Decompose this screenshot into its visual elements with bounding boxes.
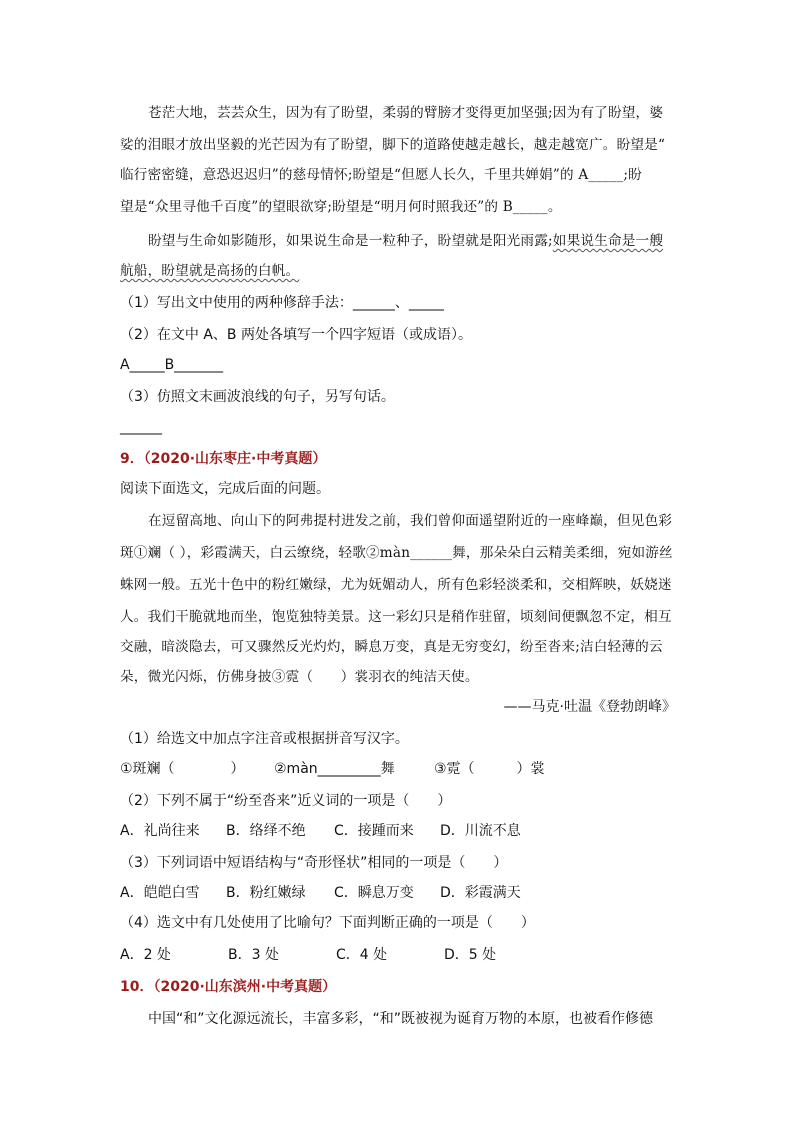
q9-passage-line-4: 人。我们干脆就地而坐，饱览独特美景。这一彩幻只是稍作驻留，顷刻间便飘忽不定，相互 (120, 609, 672, 625)
q9-source: ——马克·吐温《登勃朗峰》 (503, 699, 676, 715)
q9-passage-line-3: 蛛网一般。五光十色中的粉红嫩绿，尤为妩媚动人，所有色彩轻淡柔和，交相辉映，妖娆迷 (120, 577, 672, 593)
q1-answer-line: ______ (120, 419, 162, 435)
q9-q3-option-c: C．瞬息万变 (334, 885, 414, 901)
q9-passage-line-5: 交融，暗淡隐去，可又骤然反光灼灼，瞬息万变，真是无穷变幻，纷至沓来;洁白轻薄的云 (120, 639, 663, 655)
q9-q1-item-2: ②màn_________舞 (274, 761, 395, 777)
passage1-line-1: 苍茫大地，芸芸众生，因为有了盼望，柔弱的臂膀才变得更加坚强;因为有了盼望，婆 (148, 105, 664, 121)
q9-passage-line-6: 朵，微光闪烁，仿佛身披③霓（ ）裳羽衣的纯洁天使。 (120, 669, 479, 685)
q9-q3: （3）下列词语中短语结构与“奇形怪状”相同的一项是（ ） (120, 855, 508, 871)
para2-wavy-text-2: 航船，盼望就是高扬的白帆。 (120, 263, 300, 279)
q1-2: （2）在文中 A、B 两处各填写一个四字短语（或成语）。 (120, 327, 472, 343)
q9-passage-line-2: 斑①斓（ ），彩霞满天，白云缭绕，轻歌②màn______舞，那朵朵白云精美柔细，宛如游丝 (120, 545, 673, 561)
q9-q2-option-d: D．川流不息 (440, 823, 521, 839)
q1-1: （1）写出文中使用的两种修辞手法：______、_____ (120, 295, 444, 311)
q9-q1-item-1: ①斑斓（ ） (120, 761, 245, 777)
passage1-line-2: 娑的泪眼才放出坚毅的光芒因为有了盼望，脚下的道路使越走越长，越走越宽广。盼望是“ (120, 137, 666, 153)
q9-q4: （4）选文中有几处使用了比喻句？下面判断正确的一项是（ ） (120, 915, 535, 931)
q9-q2: （2）下列不属于“纷至沓来”近义词的一项是（ ） (120, 793, 452, 809)
q9-q2-option-b: B．络绎不绝 (226, 823, 306, 839)
q9-q1-item-3: ③霓（ ）裳 (434, 761, 545, 777)
q9-q3-option-d: D．彩霞满天 (440, 885, 521, 901)
passage1-line-4: 望是“众里寻他千百度”的望眼欲穿;盼望是“明月何时照我还”的 B_____。 (120, 199, 562, 215)
para2-plain-text: 盼望与生命如影随形，如果说生命是一粒种子，盼望就是阳光雨露; (148, 233, 553, 249)
q9-q1: （1）给选文中加点字注音或根据拼音写汉字。 (120, 731, 409, 747)
q9-q4-option-d: D．5 处 (444, 947, 497, 963)
passage1-line-3: 临行密密缝，意恐迟迟归”的慈母情怀;盼望是“但愿人长久，千里共婵娟”的 A_____;盼 (120, 167, 642, 183)
q10-line-1: 中国“和”文化源远流长，丰富多彩，“和”既被视为诞育万物的本原，也被看作修德 (148, 1011, 654, 1027)
q9-q4-option-c: C．4 处 (336, 947, 388, 963)
q9-q4-option-b: B．3 处 (228, 947, 279, 963)
q9-heading: 9．（2020·山东枣庄·中考真题） (120, 451, 327, 467)
q9-passage-line-1: 在逗留高地、向山下的阿弗提村进发之前，我们曾仰面遥望附近的一座峰巅，但见色彩 (148, 513, 673, 529)
q9-q3-option-a: A．皑皑白雪 (120, 885, 200, 901)
passage1-para2-line-1 (148, 232, 676, 250)
q9-q2-option-c: C．接踵而来 (334, 823, 414, 839)
q9-q4-option-a: A．2 处 (120, 947, 171, 963)
q10-heading: 10．（2020·山东滨州·中考真题） (120, 979, 337, 995)
q9-q3-option-b: B．粉红嫩绿 (226, 885, 306, 901)
q9-q2-option-a: A．礼尚往来 (120, 823, 200, 839)
passage1-para2-line-2 (120, 262, 676, 280)
q1-3: （3）仿照文末画波浪线的句子，另写句话。 (120, 389, 395, 405)
q9-intro: 阅读下面选文，完成后面的问题。 (120, 481, 330, 497)
q1-answer-ab: A_____B_______ (120, 357, 224, 373)
para2-wavy-text-1: 如果说生命是一艘 (552, 233, 664, 249)
